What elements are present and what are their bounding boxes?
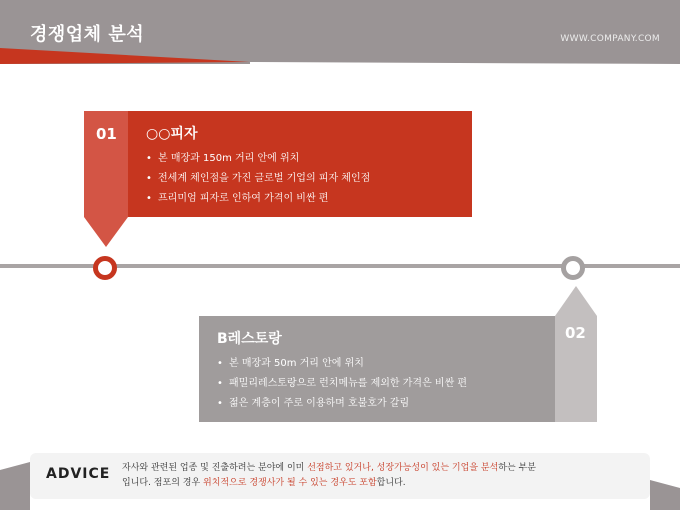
competitor-1-points: [146, 149, 370, 209]
page-title: 경쟁업체 분석: [30, 24, 145, 45]
competitor-2-number: 02: [565, 324, 586, 342]
advice-text-part: 입니다. 점포의 경우: [122, 478, 203, 488]
white-wedge: [250, 62, 680, 88]
advice-text: [122, 461, 642, 491]
advice-text-part: 자사와 관련된 업종 및 진출하려는 분야에 이미: [122, 463, 308, 473]
competitor-1-arrow: [84, 217, 128, 247]
advice-box: [30, 453, 650, 499]
competitor-2-tab: [555, 316, 597, 422]
advice-highlight: 선점하고 있거나, 성장가능성이 있는 기업을 분석: [307, 463, 499, 473]
competitor-2-points: [217, 354, 467, 414]
competitor-1-card: [128, 111, 472, 217]
bottom-wedge-left: [0, 462, 30, 510]
competitor-1-name: ○○피자: [146, 126, 198, 142]
list-item: • 본 매장과 50m 거리 안에 위치: [217, 354, 467, 374]
advice-text-part: 합니다.: [376, 478, 406, 488]
competitor-2-arrow: [555, 286, 597, 316]
advice-label: ADVICE: [46, 466, 111, 482]
list-item: • 패밀리레스토랑으로 런치메뉴를 제외한 가격은 비싼 편: [217, 374, 467, 394]
bottom-wedge-right: [650, 480, 680, 510]
competitor-1-number: 01: [96, 125, 117, 143]
list-item: • 젊은 계층이 주로 이용하며 호불호가 갈림: [217, 394, 467, 414]
header-bar: [0, 0, 680, 64]
timeline-node-2: [561, 256, 585, 280]
advice-text-part: 하는 부분: [498, 463, 536, 473]
website-label: WWW.COMPANY.COM: [560, 34, 660, 44]
competitor-2-card: [199, 316, 555, 422]
advice-highlight: 위치적으로 경쟁사가 될 수 있는 경우도 포함: [203, 478, 377, 488]
list-item: • 본 매장과 150m 거리 안에 위치: [146, 149, 370, 169]
competitor-1-tab: [84, 111, 128, 217]
list-item: • 프리미엄 피자로 인하여 가격이 비싼 편: [146, 189, 370, 209]
list-item: • 전세계 체인점을 가진 글로벌 기업의 피자 체인점: [146, 169, 370, 189]
competitor-2-name: B레스토랑: [217, 331, 282, 347]
timeline-node-1: [93, 256, 117, 280]
